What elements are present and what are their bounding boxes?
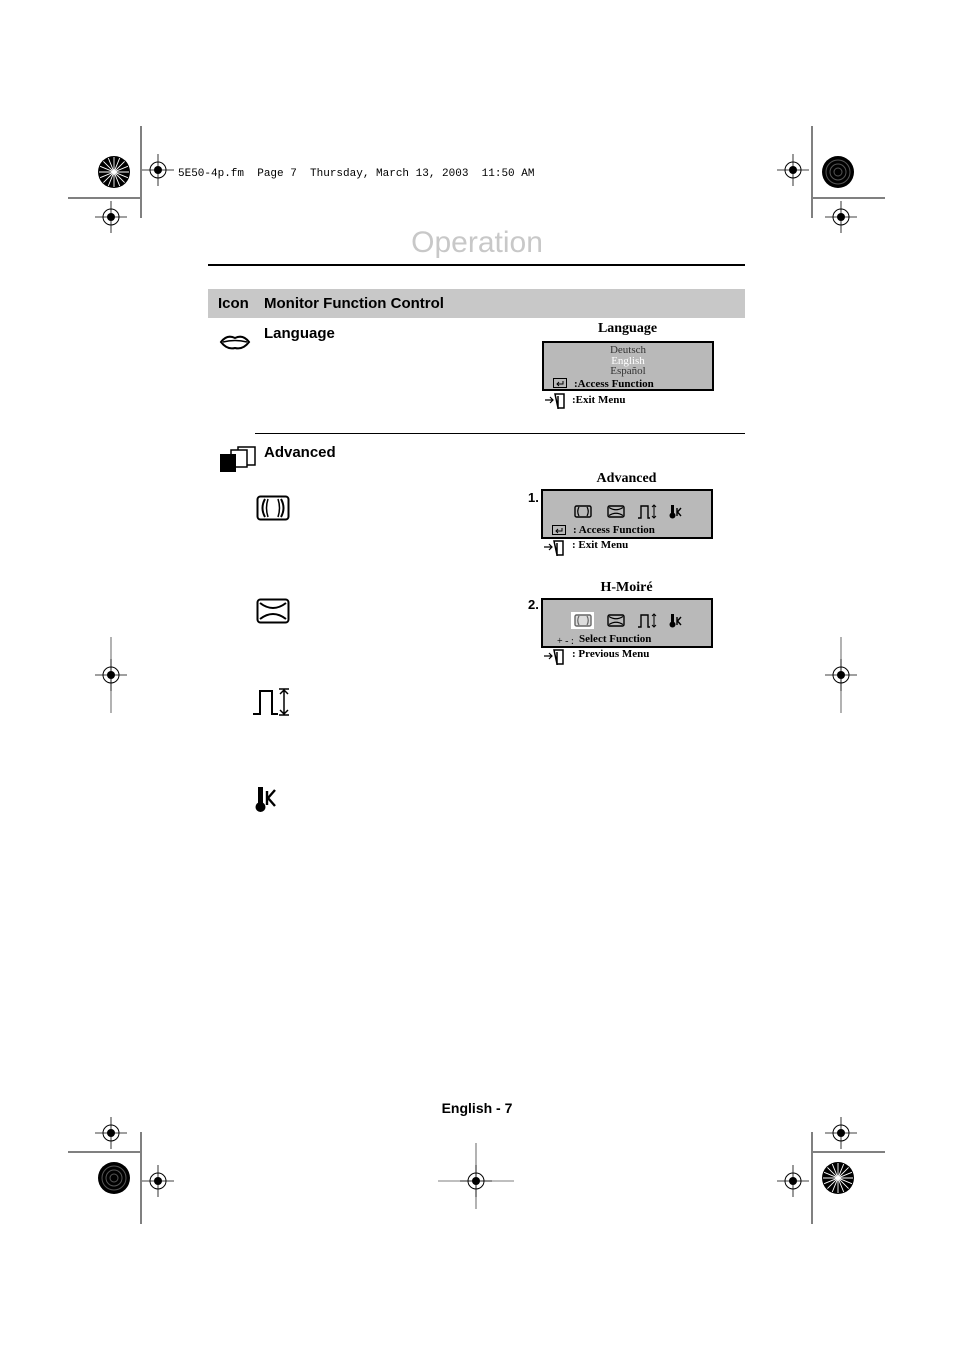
- signal-level-icon[interactable]: [637, 504, 659, 519]
- enter-icon: [552, 525, 566, 535]
- select-function-label: Select Function: [579, 633, 652, 645]
- color-temperature-icon[interactable]: [669, 613, 685, 628]
- v-moire-icon[interactable]: [607, 614, 625, 627]
- language-option-deutsch[interactable]: Deutsch: [609, 344, 647, 356]
- color-temperature-icon[interactable]: [669, 504, 685, 519]
- step-2-number: 2.: [528, 597, 539, 612]
- h-moire-icon: [256, 495, 290, 521]
- previous-menu-label: : Previous Menu: [572, 648, 650, 660]
- language-osd-menu: [542, 341, 714, 391]
- page-footer: English - 7: [441, 1100, 513, 1116]
- v-moire-icon[interactable]: [607, 505, 625, 518]
- adjust-symbol: + - :: [557, 636, 574, 647]
- language-label: Language: [264, 325, 335, 342]
- signal-level-icon[interactable]: [637, 613, 659, 628]
- column-header-function: Monitor Function Control: [264, 295, 444, 312]
- page-title: Operation: [411, 226, 543, 259]
- advanced-osd-title: Advanced: [596, 471, 657, 486]
- language-osd-title: Language: [597, 321, 658, 336]
- language-option-english[interactable]: English: [611, 355, 645, 367]
- advanced-label: Advanced: [264, 444, 336, 461]
- step-1-number: 1.: [528, 490, 539, 505]
- advanced-windows-icon: [219, 446, 257, 474]
- advanced-osd-menu: [541, 489, 713, 539]
- exit-menu-label: :Exit Menu: [572, 394, 626, 406]
- h-moire-icon[interactable]: [574, 614, 592, 627]
- row-separator: [255, 433, 745, 434]
- exit-icon: [545, 392, 567, 410]
- exit-icon: [544, 539, 566, 557]
- exit-icon: [544, 648, 566, 666]
- v-moire-icon: [256, 598, 290, 624]
- print-header: 5E50-4p.fm Page 7 Thursday, March 13, 2003 11:50 AM: [178, 168, 535, 180]
- exit-menu-label: : Exit Menu: [572, 539, 629, 551]
- title-rule: [208, 264, 745, 266]
- access-function-label: : Access Function: [573, 524, 655, 536]
- h-moire-icon[interactable]: [574, 505, 592, 518]
- enter-icon: [553, 378, 567, 388]
- column-header-icon: Icon: [218, 295, 249, 312]
- h-moire-osd-title: H-Moiré: [600, 580, 653, 595]
- color-temperature-icon: [255, 785, 285, 813]
- access-function-label: :Access Function: [574, 378, 654, 390]
- lips-icon: [219, 333, 251, 351]
- signal-level-icon: [252, 688, 294, 716]
- language-option-espanol[interactable]: Español: [610, 365, 646, 377]
- h-moire-osd-menu: [541, 598, 713, 648]
